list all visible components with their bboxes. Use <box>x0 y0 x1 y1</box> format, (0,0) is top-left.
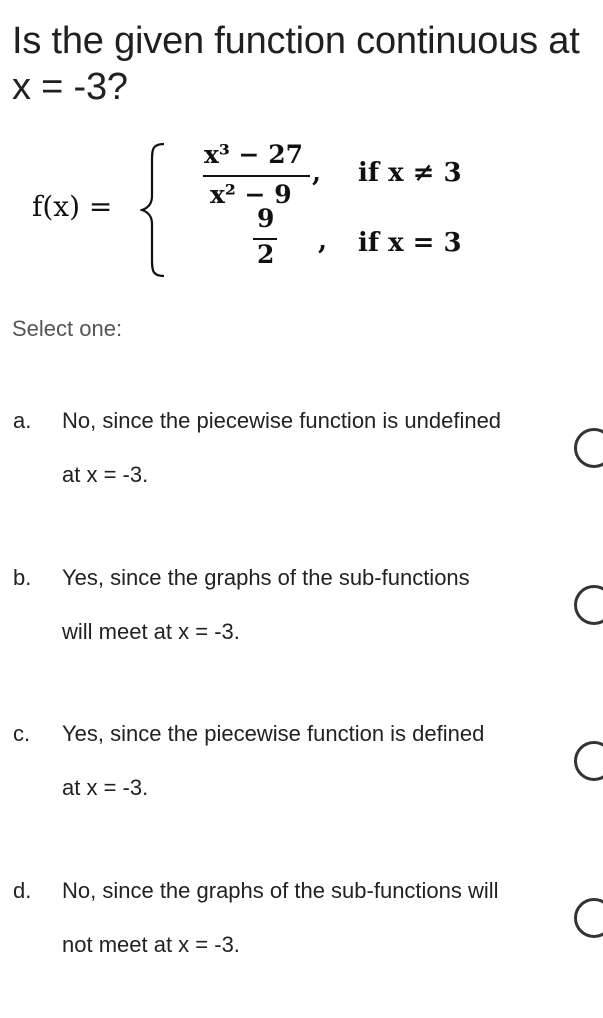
left-brace <box>140 140 170 280</box>
radio-button-a[interactable] <box>574 428 603 468</box>
option-text-line2: will meet at x = -3. <box>62 619 240 644</box>
option-text-line1: Yes, since the graphs of the sub-functions <box>62 565 470 590</box>
select-one-label: Select one: <box>12 316 123 341</box>
piece2-numerator: 9 <box>257 204 275 233</box>
piece1-comma: , <box>312 158 322 188</box>
option-d[interactable] <box>0 878 603 1018</box>
option-letter: d. <box>13 878 32 903</box>
question-title: Is the given function continuous at x = -3? <box>12 20 580 108</box>
radio-button-d[interactable] <box>574 898 603 938</box>
piece1-fraction-bar <box>203 175 310 177</box>
option-text-line2: at x = -3. <box>62 462 149 487</box>
option-text-line1: Yes, since the piecewise function is defined <box>62 721 485 746</box>
option-text-line1: No, since the piecewise function is undefined <box>62 408 502 433</box>
option-letter: b. <box>13 565 32 590</box>
piece2-comma: , <box>318 226 328 256</box>
radio-button-c[interactable] <box>574 741 603 781</box>
piece2-denominator: 2 <box>257 240 275 269</box>
piecewise-function <box>0 130 603 290</box>
radio-button-b[interactable] <box>574 585 603 625</box>
option-text-line2: not meet at x = -3. <box>62 932 240 957</box>
piece2-condition: if x = 3 <box>358 228 462 258</box>
option-c[interactable] <box>0 721 603 861</box>
option-text-line2: at x = -3. <box>62 775 149 800</box>
option-b[interactable] <box>0 565 603 705</box>
piece1-numerator: x³ − 27 <box>204 140 303 169</box>
function-lhs: f(x) = <box>32 190 113 223</box>
option-letter: c. <box>13 721 31 746</box>
option-a[interactable] <box>0 408 603 548</box>
piece1-condition: if x ≠ 3 <box>358 158 462 188</box>
option-text-line1: No, since the graphs of the sub-functions will <box>62 878 499 903</box>
piece1-denominator: x² − 9 <box>210 180 292 209</box>
option-letter: a. <box>13 408 32 433</box>
